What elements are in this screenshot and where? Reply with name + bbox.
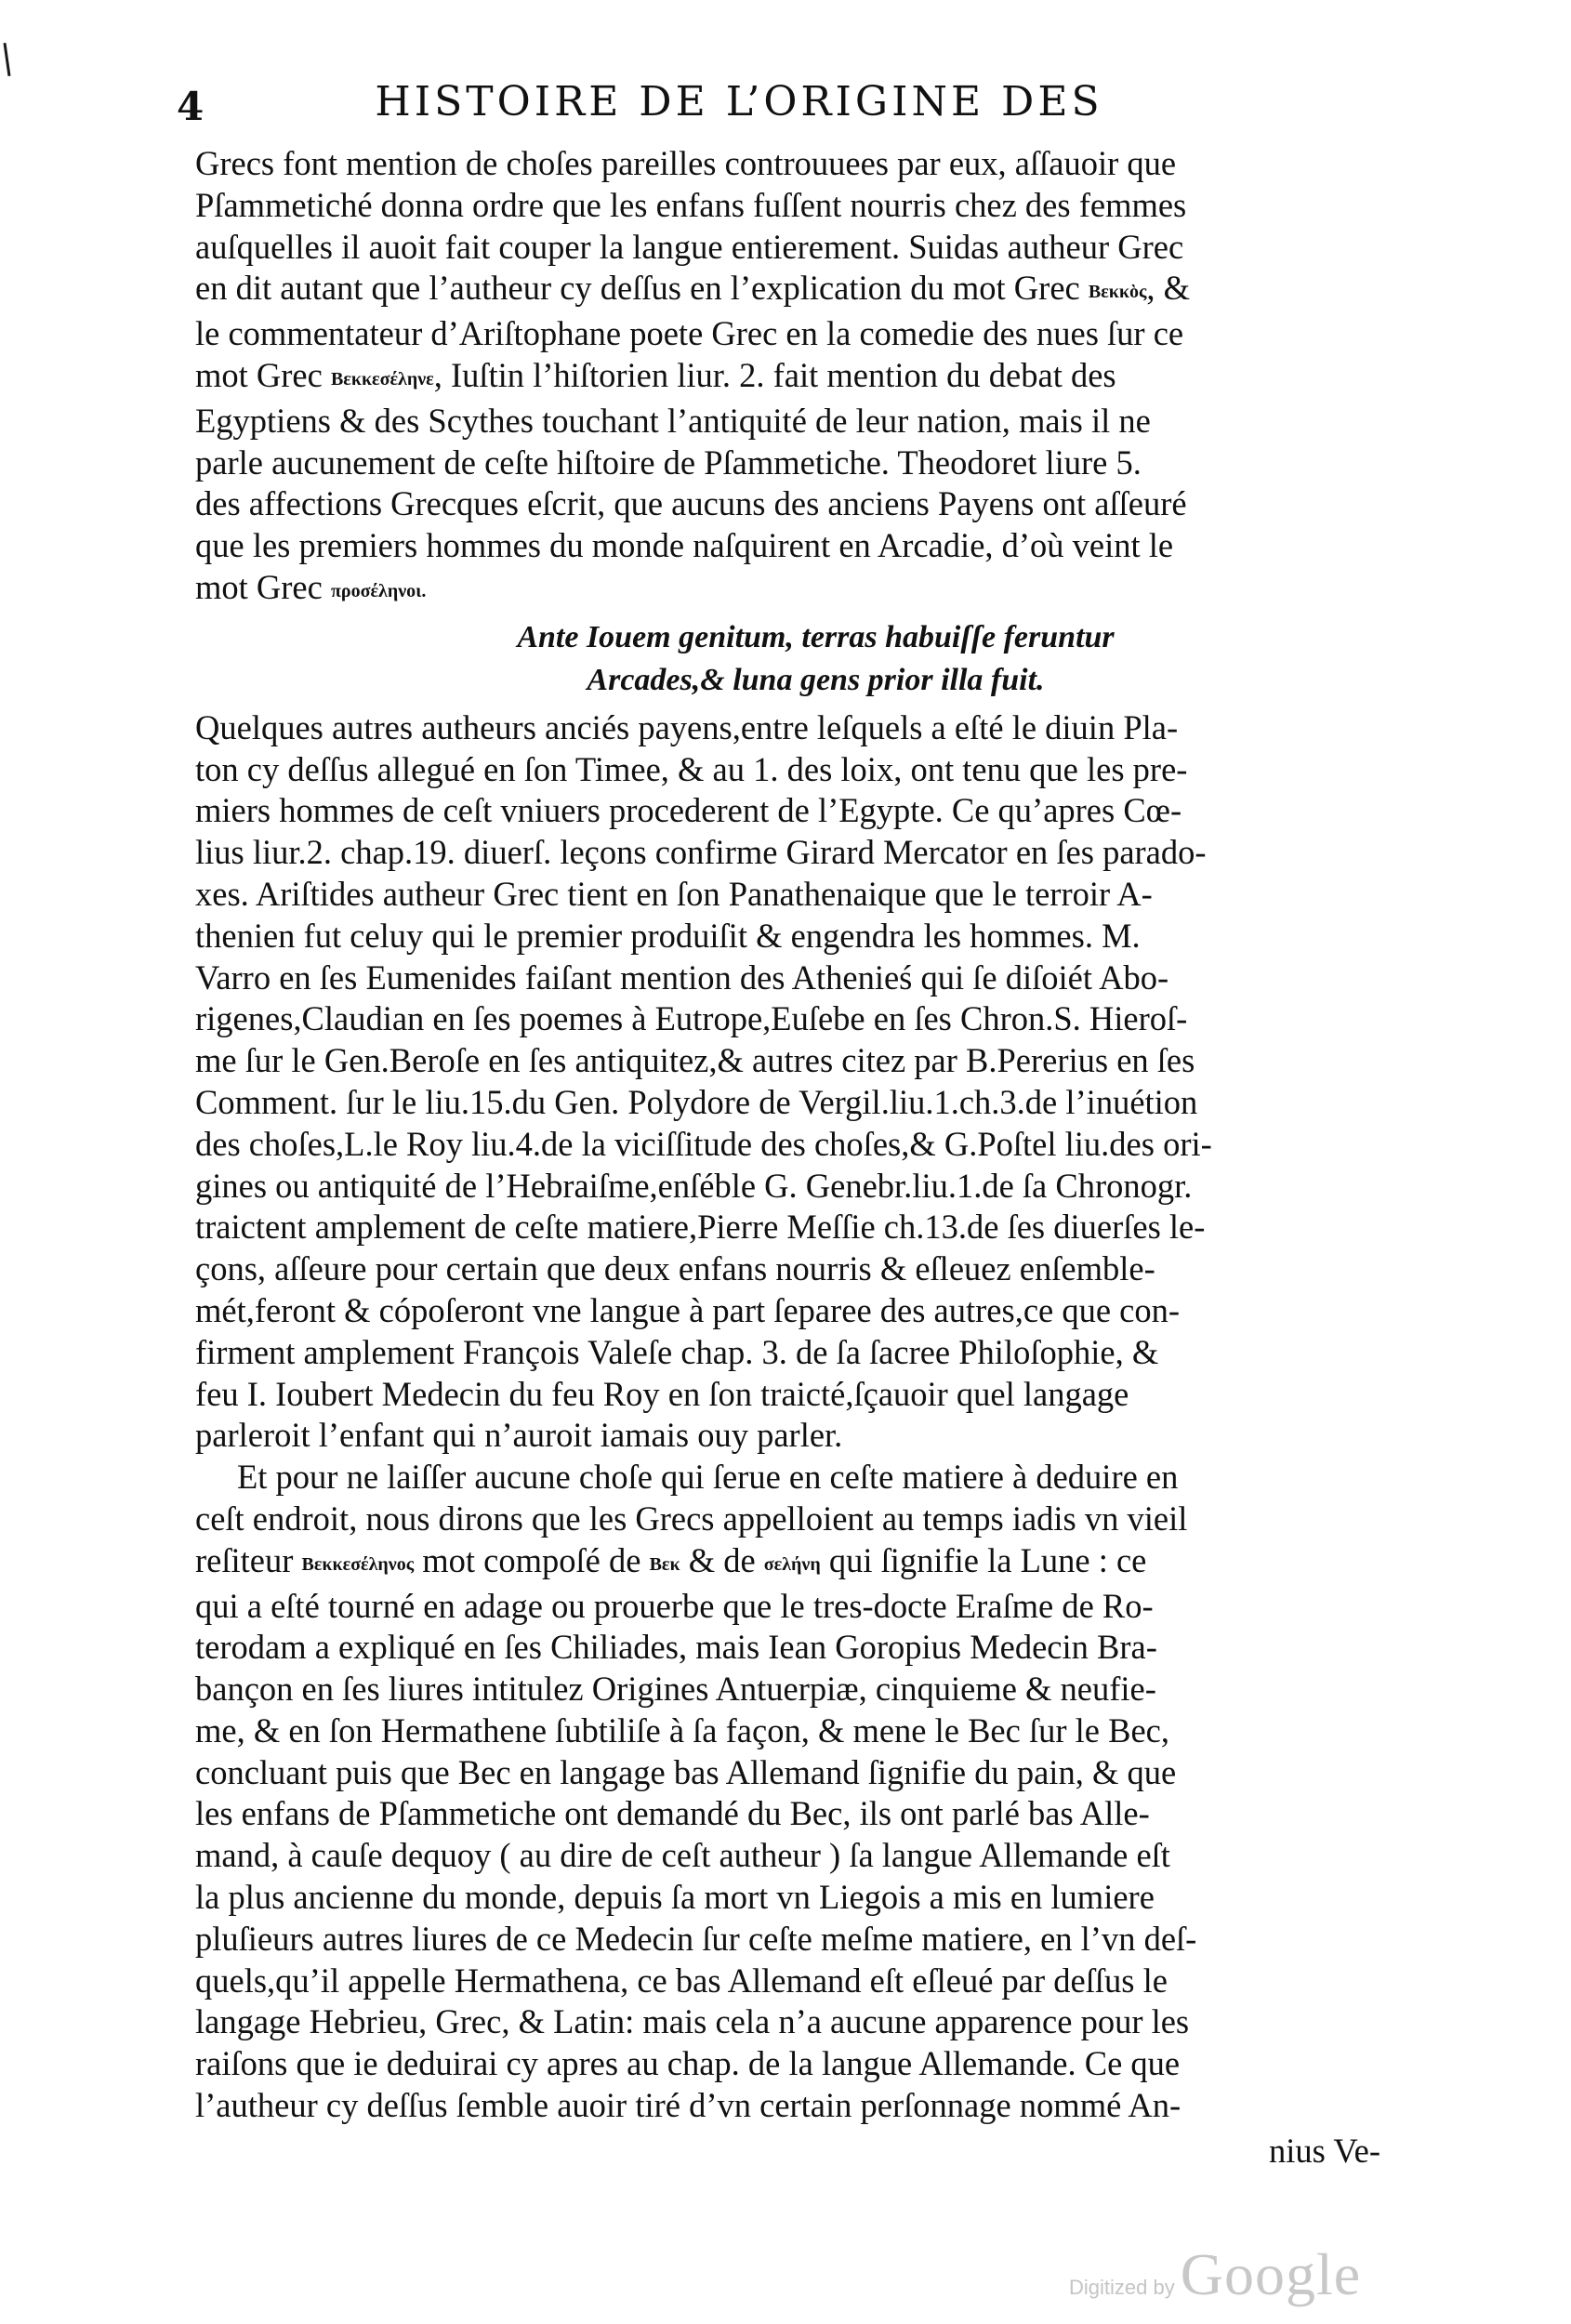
- text-line: Comment. ſur le liu.15.du Gen. Polydore de Vergil.liu.1.ch.3.de l’inuétion: [195, 1082, 1198, 1121]
- verse-line: Arcades,& luna gens prior illa fuit.: [587, 662, 1045, 697]
- text-line: l’autheur cy deſſus ſemble auoir tiré d’vn certain perſonnage nommé An-: [195, 2086, 1182, 2125]
- text-line: ceſt endroit, nous dirons que les Grecs appelloient au temps iadis vn vieil: [195, 1499, 1188, 1538]
- text-line: des affections Grecques eſcrit, que aucuns des anciens Payens ont aſſeuré: [195, 484, 1187, 523]
- text-line: mand, à cauſe dequoy ( au dire de ceſt autheur ) ſa langue Allemande eſt: [195, 1836, 1170, 1875]
- text-fragment: mot compoſé de: [422, 1540, 641, 1579]
- text-line: thenien fut celuy qui le premier produiſit & engendra les hommes. M.: [195, 916, 1141, 955]
- margin-ink-mark: [4, 43, 11, 76]
- catchword: nius Ve-: [1269, 2131, 1380, 2170]
- text-line: les enfans de Pſammetiche ont demandé du Bec, ils ont parlé bas Alle-: [195, 1794, 1150, 1833]
- text-line: [195, 1540, 1380, 1586]
- text-line: raiſons que ie deduirai cy apres au chap. de la langue Allemande. Ce que: [195, 2044, 1181, 2083]
- text-line: Pſammetiché donna ordre que les enfans fuſſent nourris chez des femmes: [195, 185, 1187, 224]
- text-line: gines ou antiquité de l’Hebraiſme,enſéble G. Genebr.liu.1.de ſa Chronogr.: [195, 1166, 1193, 1205]
- greek-word: σελήνη: [763, 1553, 821, 1575]
- text-line: rigenes,Claudian en ſes poemes à Eutrope,Euſebe en ſes Chron.S. Hieroſ-: [195, 999, 1188, 1038]
- text-line: traictent amplement de ceſte matiere,Pierre Meſſie ch.13.de ſes diuerſes le-: [195, 1208, 1206, 1247]
- text-line: me, & en ſon Hermathene ſubtiliſe à ſa façon, & mene le Bec ſur le Bec,: [195, 1710, 1169, 1750]
- text-line: Egyptiens & des Scythes touchant l’antiquité de leur nation, mais il ne: [195, 401, 1151, 440]
- body-text: [195, 143, 1380, 2172]
- text-fragment: qui ſignifie la Lune : ce: [828, 1540, 1147, 1579]
- latin-verse: [195, 616, 1380, 702]
- greek-word: προσέληνοι.: [330, 580, 427, 601]
- greek-word: Βεκ: [649, 1553, 680, 1575]
- greek-word: Βεκκεσέληνε: [330, 368, 434, 390]
- text-line: lius liur.2. chap.19. diuerſ. leçons confirme Girard Mercator en ſes parado-: [195, 833, 1207, 872]
- text-line: Varro en ſes Eumenides faiſant mention des Athenieś qui ſe diſoiét Abo-: [195, 957, 1169, 997]
- text-line: [195, 567, 1380, 613]
- text-line: que les premiers hommes du monde naſquirent en Arcadie, d’où veint le: [195, 526, 1174, 565]
- text-line: miers hommes de ceſt vniuers procederent de l’Egypte. Ce qu’apres Cœ-: [195, 791, 1182, 830]
- text-line: [195, 355, 1380, 401]
- running-title: HISTOIRE DE L’ORIGINE DES: [375, 78, 1103, 125]
- page-header: [177, 78, 1236, 134]
- text-line: Quelques autres autheurs anciés payens,entre leſquels a eſté le diuin Pla-: [195, 707, 1179, 746]
- text-line: parleroit l’enfant qui n’auroit iamais ouy parler.: [195, 1416, 843, 1455]
- text-line: çons, aſſeure pour certain que deux enfans nourris & eſleuez enſemble-: [195, 1249, 1155, 1288]
- text-line: feu I. Ioubert Medecin du feu Roy en ſon traicté,ſçauoir quel langage: [195, 1374, 1129, 1413]
- verse-line: Ante Iouem genitum, terras habuiſſe feruntur: [517, 619, 1115, 654]
- text-line: bançon en ſes liures intitulez Origines Antuerpiæ, cinquieme & neufie-: [195, 1670, 1156, 1709]
- watermark-prefix: Digitized by: [1069, 2276, 1175, 2299]
- text-line: qui a eſté tourné en adage ou prouerbe que le tres-docte Eraſme de Ro-: [195, 1586, 1154, 1625]
- text-fragment: en dit autant que l’autheur cy deſſus en l’explication du mot Grec: [195, 269, 1080, 308]
- text-line: xes. Ariſtides autheur Grec tient en ſon Panathenaique que le terroir A-: [195, 874, 1153, 913]
- text-fragment: & de: [688, 1540, 756, 1579]
- text-line: firment amplement François Valeſe chap. 3. de ſa ſacree Philoſophie, &: [195, 1332, 1159, 1371]
- google-logo: Google: [1180, 2241, 1362, 2307]
- text-fragment: mot Grec: [195, 355, 323, 394]
- digitized-by-google-watermark: [1069, 2240, 1361, 2309]
- text-line: mét,feront & cópoſeront vne langue à part ſeparee des autres,ce que con-: [195, 1290, 1181, 1329]
- text-line: la plus ancienne du monde, depuis ſa mort vn Liegois a mis en lumiere: [195, 1878, 1155, 1917]
- text-line: [195, 268, 1380, 313]
- text-line: le commentateur d’Ariſtophane poete Grec en la comedie des nues ſur ce: [195, 314, 1184, 353]
- greek-word: Βεκκὸς: [1088, 282, 1147, 303]
- text-line: parle aucunement de ceſte hiſtoire de Pſammetiche. Theodoret liure 5.: [195, 442, 1142, 482]
- text-line: pluſieurs autres liures de ce Medecin ſur ceſte meſme matiere, en l’vn deſ-: [195, 1919, 1197, 1958]
- text-fragment: reſiteur: [195, 1540, 294, 1579]
- page-number: 4: [177, 84, 205, 129]
- text-line: langage Hebrieu, Grec, & Latin: mais cela n’a aucune apparence pour les: [195, 2002, 1190, 2041]
- text-fragment: , &: [1146, 269, 1191, 308]
- text-line: auſquelles il auoit fait couper la langue entierement. Suidas autheur Grec: [195, 227, 1184, 266]
- text-fragment: mot Grec: [195, 567, 323, 606]
- text-fragment: , Iuſtin l’hiſtorien liur. 2. fait mention du debat des: [433, 355, 1116, 394]
- text-line: des choſes,L.le Roy liu.4.de la viciſſitude des choſes,& G.Poſtel liu.des ori-: [195, 1124, 1212, 1163]
- text-line: ton cy deſſus allegué en ſon Timee, & au 1. des loix, ont tenu que les pre-: [195, 749, 1188, 788]
- text-line: quels,qu’il appelle Hermathena, ce bas Allemand eſt eſleué par deſſus le: [195, 1961, 1168, 2000]
- text-line: Grecs font mention de choſes pareilles controuuees par eux, aſſauoir que: [195, 144, 1177, 182]
- greek-word: Βεκκεσέληνος: [301, 1553, 415, 1575]
- text-line: concluant puis que Bec en langage bas Allemand ſignifie du pain, & que: [195, 1752, 1177, 1791]
- text-line: me ſur le Gen.Beroſe en ſes antiquitez,& autres citez par B.Pererius en ſes: [195, 1041, 1195, 1080]
- text-line: terodam a expliqué en ſes Chiliades, mais Iean Goropius Medecin Bra-: [195, 1628, 1157, 1667]
- text-line: Et pour ne laiſſer aucune choſe qui ſerue en ceſte matiere à deduire en: [237, 1458, 1179, 1497]
